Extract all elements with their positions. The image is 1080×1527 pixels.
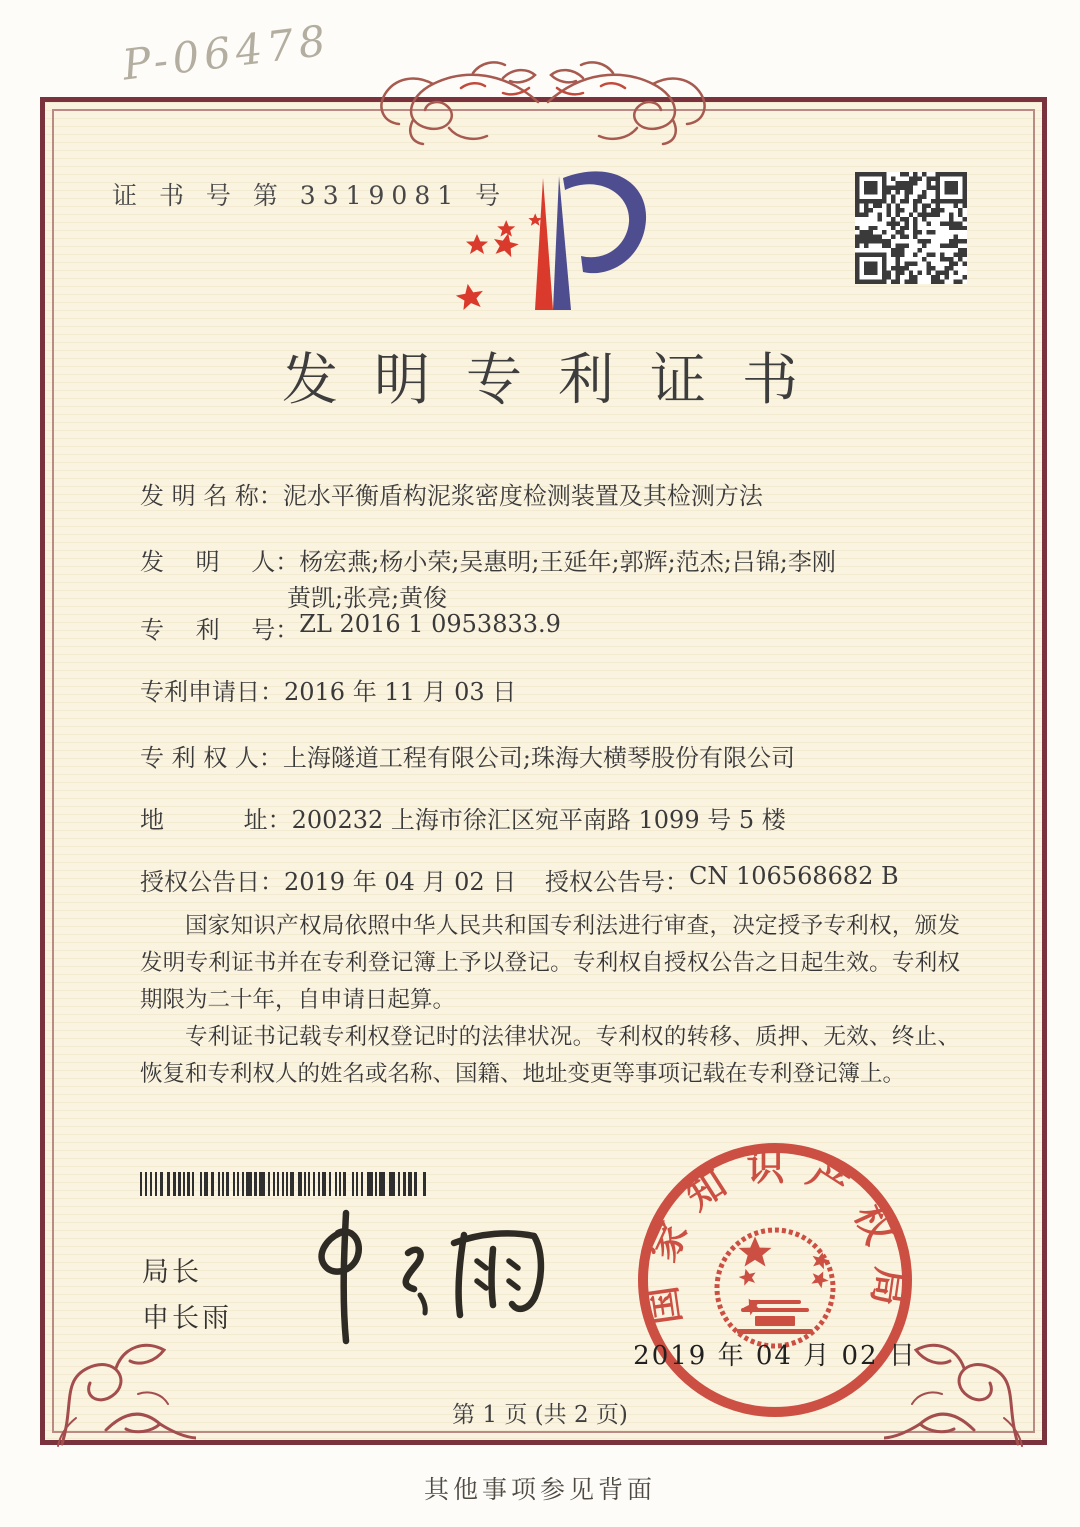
field-patent-number [140,610,561,645]
commissioner-title: 局长 [142,1257,202,1288]
patent-number-value: ZL 2016 1 0953833.9 [299,610,561,638]
filing-date-value: 2016 年 11 月 03 日 [284,678,517,706]
filing-date-label: 专利申请日： [140,678,284,706]
legal-paragraph-2: 专利证书记载专利权登记时的法律状况。专利权的转移、质押、无效、终止、恢复和专利权人的姓名或名称、国籍、地址变更等事项记载在专利登记簿上。 [140,1024,960,1087]
address-value: 200232 上海市徐汇区宛平南路 1099 号 5 楼 [291,806,786,834]
certificate-number: 证 书 号 第 3319081 号 [112,181,508,210]
grant-date-label: 授权公告日： [140,868,284,896]
commissioner-signature-script [288,1203,572,1351]
inventors-line2: 黄凯;张亮;黄俊 [287,584,448,612]
field-patentee [140,738,795,773]
invention-name-value: 泥水平衡盾构泥浆密度检测装置及其检测方法 [282,482,763,510]
legal-paragraph-1: 国家知识产权局依照中华人民共和国专利法进行审查，决定授予专利权，颁发发明专利证书并在专利登记簿上予以登记。专利权自授权公告之日起生效。专利权期限为二十年，自申请日起算。 [140,913,960,1013]
patent-number-label: 专 利 号： [140,616,300,644]
field-inventors [140,542,836,577]
back-side-note: 其他事项参见背面 [423,1475,656,1504]
qr-code [855,172,967,284]
field-address [140,800,786,835]
commissioner-name: 申长雨 [142,1303,232,1334]
seal-text: 国家知识产权局 [636,1143,914,1328]
official-seal [625,1130,925,1430]
field-grant-date [140,862,516,897]
handwritten-archive-number: P-06478 [119,15,333,90]
seal-date: 2019 年 04 月 02 日 [633,1341,917,1371]
cnipa-logo [447,150,667,318]
address-label: 地 址： [140,806,292,834]
certificate-title: 发明专利证书 [282,348,834,413]
grant-date-value: 2019 年 04 月 02 日 [284,868,517,896]
legal-text-block [140,908,960,1093]
svg-text:国家知识产权局 [636,1144,913,1327]
grant-number-value: CN 106568682 B [689,862,899,890]
field-invention-name [140,476,763,511]
page-number: 第 1 页 (共 2 页) [452,1402,628,1428]
field-grant-number [545,862,899,897]
invention-name-label: 发 明 名 称： [140,482,283,510]
inventors-label: 发 明 人： [140,548,300,576]
patentee-label: 专 利 权 人： [140,744,283,772]
patentee-value: 上海隧道工程有限公司;珠海大横琴股份有限公司 [282,744,795,772]
grant-number-label: 授权公告号： [545,868,689,896]
field-filing-date [140,672,516,707]
barcode [140,1172,427,1196]
dragon-ornament-top [353,58,733,148]
inventors-line1: 杨宏燕;杨小荣;吴惠明;王延年;郭辉;范杰;吕锦;李刚 [299,548,836,576]
